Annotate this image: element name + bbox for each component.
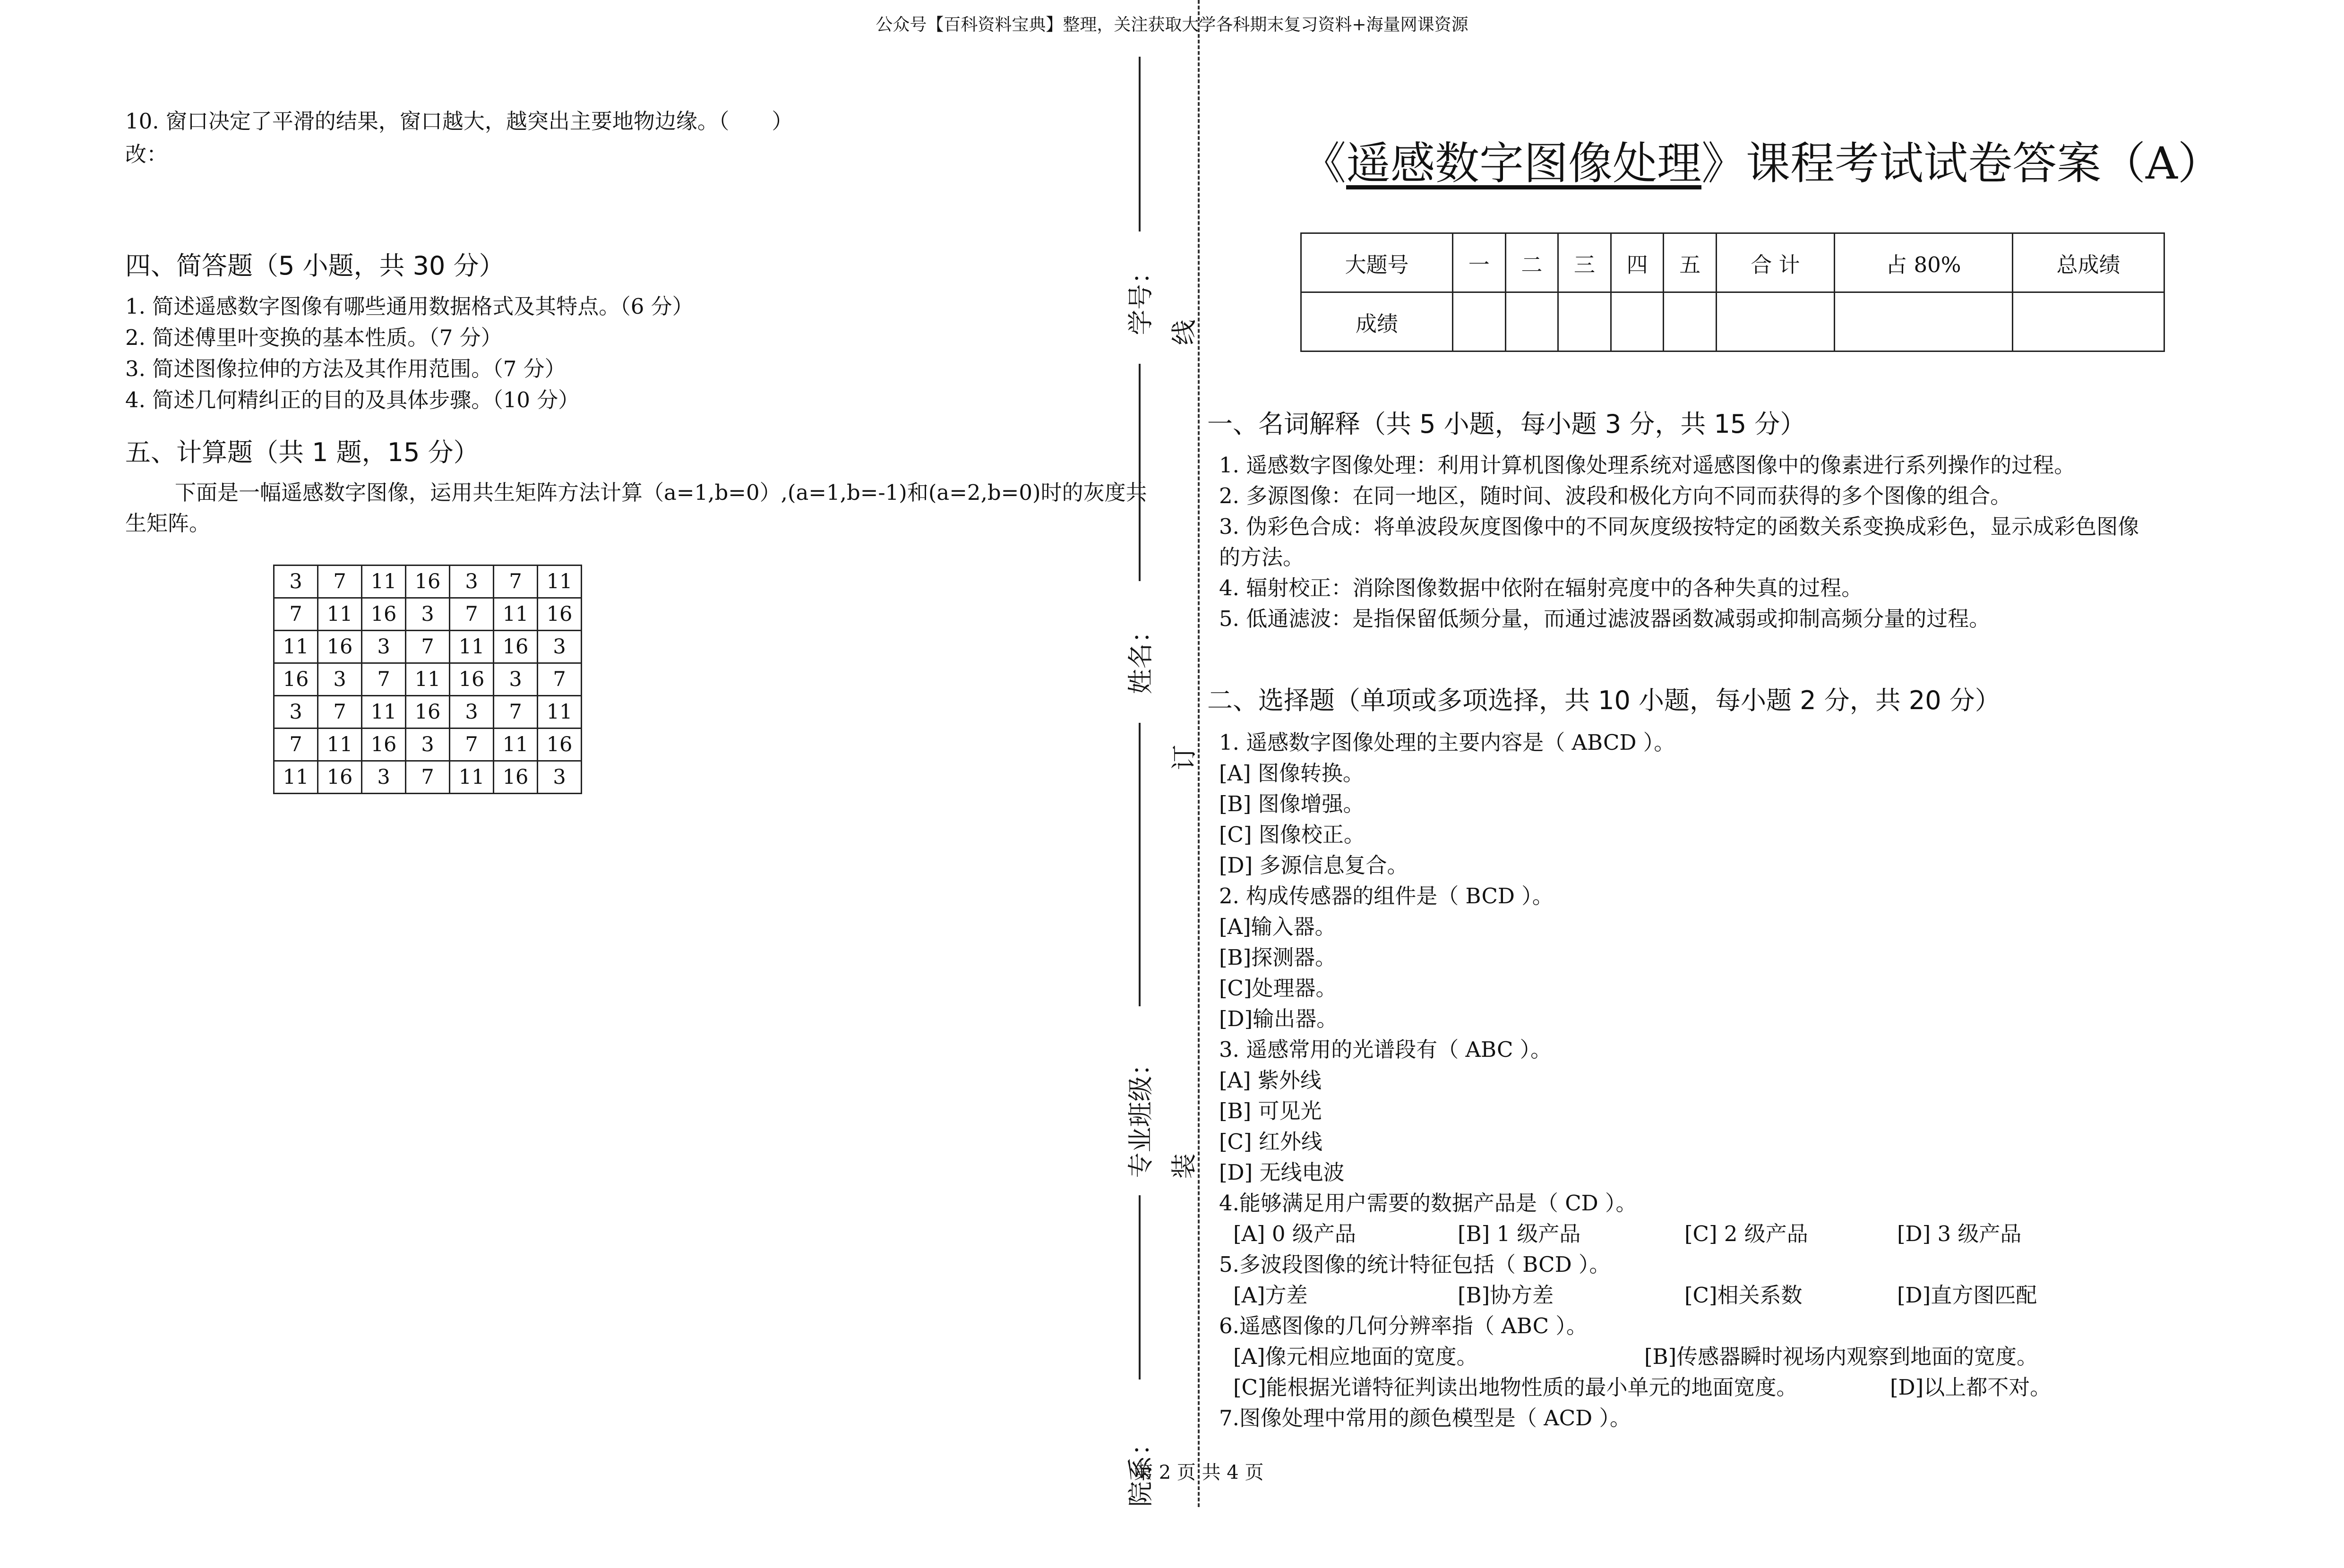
matrix-cell: 11: [538, 566, 582, 598]
section-4-heading: 四、简答题（5 小题，共 30 分）: [125, 251, 505, 281]
matrix-cell: 11: [450, 631, 494, 663]
q3-option-a: [A] 紫外线: [1219, 1068, 1322, 1093]
header-cell: 三: [1558, 233, 1611, 292]
header-note: 公众号【百科资料宝典】整理，关注获取大学各科期末复习资料+海量网课资源: [876, 15, 1468, 34]
matrix-row: [274, 598, 582, 631]
section-2-heading: 二、选择题（单项或多项选择，共 10 小题，每小题 2 分，共 20 分）: [1207, 685, 2001, 715]
q5-text: 5.多波段图像的统计特征包括（ BCD ）。: [1219, 1252, 1611, 1277]
title-open-bracket: 《: [1302, 138, 1347, 189]
matrix-cell: 16: [318, 631, 362, 663]
matrix-cell: 3: [538, 631, 582, 663]
matrix-cell: 3: [274, 566, 318, 598]
score-row-label: 成绩: [1301, 292, 1453, 351]
page-footer: 第 2 页 共 4 页: [1134, 1462, 1264, 1483]
matrix-cell: 7: [494, 566, 538, 598]
term-2: 2. 多源图像：在同一地区，随时间、波段和极化方向不同而获得的多个图像的组合。: [1219, 483, 2012, 508]
matrix-cell: 3: [362, 761, 406, 794]
q4-text: 4.能够满足用户需要的数据产品是（ CD ）。: [1219, 1191, 1637, 1216]
matrix-cell: 11: [494, 728, 538, 761]
gray-level-matrix: [273, 565, 582, 794]
score-table-header-row: [1301, 233, 2164, 292]
matrix-cell: 3: [450, 696, 494, 728]
matrix-cell: 7: [450, 598, 494, 631]
q4-option-a: [A] 0 级产品: [1233, 1221, 1356, 1246]
matrix-cell: 7: [274, 598, 318, 631]
page-title: [1302, 128, 2222, 191]
q1-option-a: [A] 图像转换。: [1219, 761, 1364, 786]
matrix-cell: 7: [274, 728, 318, 761]
q2-option-c: [C]处理器。: [1219, 976, 1337, 1001]
matrix-row: [274, 566, 582, 598]
matrix-cell: 3: [406, 598, 450, 631]
matrix-cell: 16: [362, 598, 406, 631]
matrix-cell: 16: [450, 663, 494, 696]
score-cell[interactable]: [2013, 292, 2164, 351]
matrix-cell: 11: [318, 598, 362, 631]
section-5-heading: 五、计算题（共 1 题，15 分）: [125, 437, 479, 467]
term-3-continued: 的方法。: [1219, 545, 1305, 570]
q7-text: 7.图像处理中常用的颜色模型是（ ACD ）。: [1219, 1405, 1631, 1431]
q5-option-d: [D]直方图匹配: [1897, 1283, 2037, 1308]
q2-option-a: [A]输入器。: [1219, 914, 1336, 939]
matrix-cell: 16: [538, 728, 582, 761]
score-cell[interactable]: [1452, 292, 1505, 351]
matrix-cell: 7: [406, 761, 450, 794]
term-3: 3. 伪彩色合成：将单波段灰度图像中的不同灰度级按特定的函数关系变换成彩色，显示成彩色图像: [1219, 514, 2139, 539]
q5-option-b: [B]协方差: [1458, 1283, 1554, 1308]
name-label: 姓名：: [1125, 617, 1156, 694]
term-5: 5. 低通滤波：是指保留低频分量，而通过滤波器函数减弱或抑制高频分量的过程。: [1219, 606, 1991, 631]
gutter-xian: 线: [1169, 319, 1199, 345]
q6-option-d: [D]以上都不对。: [1890, 1375, 2052, 1400]
header-cell: 一: [1452, 233, 1505, 292]
q3-text: 3. 遥感常用的光谱段有（ ABC ）。: [1219, 1037, 1552, 1062]
matrix-cell: 11: [274, 631, 318, 663]
course-name: 遥感数字图像处理: [1346, 138, 1702, 189]
q4-option-b: [B] 1 级产品: [1458, 1221, 1581, 1246]
binding-rule-2: [1139, 364, 1141, 581]
matrix-cell: 11: [362, 696, 406, 728]
q1-text: 1. 遥感数字图像处理的主要内容是（ ABCD ）。: [1219, 730, 1675, 755]
matrix-cell: 7: [318, 566, 362, 598]
q5-option-c: [C]相关系数: [1684, 1283, 1803, 1308]
matrix-cell: 7: [406, 631, 450, 663]
matrix-cell: 7: [318, 696, 362, 728]
matrix-cell: 7: [494, 696, 538, 728]
q2-text: 2. 构成传感器的组件是（ BCD ）。: [1219, 883, 1554, 908]
sec4-item-2: 2. 简述傅里叶变换的基本性质。（7 分）: [125, 325, 502, 350]
matrix-cell: 7: [538, 663, 582, 696]
header-cell: 占 80%: [1834, 233, 2012, 292]
sec4-item-4: 4. 简述几何精纠正的目的及具体步骤。（10 分）: [125, 387, 580, 412]
sec4-item-3: 3. 简述图像拉伸的方法及其作用范围。（7 分）: [125, 356, 566, 381]
q1-option-d: [D] 多源信息复合。: [1219, 853, 1408, 878]
matrix-row: [274, 728, 582, 761]
sec4-item-1: 1. 简述遥感数字图像有哪些通用数据格式及其特点。（6 分）: [125, 294, 694, 319]
score-cell[interactable]: [1558, 292, 1611, 351]
gutter-zhuang: 装: [1169, 1153, 1199, 1179]
section-1-heading: 一、名词解释（共 5 小题，每小题 3 分，共 15 分）: [1207, 409, 1806, 439]
gutter-ding: 订: [1169, 745, 1199, 771]
q4-option-d: [D] 3 级产品: [1897, 1221, 2022, 1246]
matrix-cell: 11: [450, 761, 494, 794]
matrix-cell: 16: [538, 598, 582, 631]
q3-option-d: [D] 无线电波: [1219, 1160, 1345, 1185]
title-suffix: 》课程考试试卷答案（A）: [1701, 138, 2222, 189]
binding-rule-4: [1139, 1195, 1141, 1379]
q1-option-c: [C] 图像校正。: [1219, 822, 1365, 847]
matrix-cell: 11: [494, 598, 538, 631]
q5-option-a: [A]方差: [1233, 1283, 1308, 1308]
matrix-row: [274, 696, 582, 728]
matrix-cell: 11: [318, 728, 362, 761]
department-label: 院系：: [1125, 1430, 1156, 1507]
q2-option-d: [D]输出器。: [1219, 1006, 1338, 1031]
term-1: 1. 遥感数字图像处理：利用计算机图像处理系统对遥感图像中的像素进行系列操作的过程。: [1219, 453, 2076, 478]
q6-option-a: [A]像元相应地面的宽度。: [1233, 1344, 1478, 1369]
q3-option-c: [C] 红外线: [1219, 1129, 1322, 1154]
q10-text: 10. 窗口决定了平滑的结果，窗口越大，越突出主要地物边缘。（ ）: [125, 109, 793, 134]
matrix-cell: 3: [406, 728, 450, 761]
matrix-cell: 3: [538, 761, 582, 794]
student-id-label: 学号：: [1125, 258, 1156, 335]
matrix-cell: 16: [494, 631, 538, 663]
q2-option-b: [B]探测器。: [1219, 945, 1337, 970]
header-cell: 合 计: [1717, 233, 1835, 292]
matrix-cell: 11: [406, 663, 450, 696]
score-cell[interactable]: [1717, 292, 1835, 351]
score-table: [1300, 232, 2165, 352]
header-cell: 四: [1611, 233, 1664, 292]
matrix-cell: 11: [362, 566, 406, 598]
q10-fix-line: 改：: [125, 142, 168, 167]
matrix-cell: 16: [406, 566, 450, 598]
score-table-score-row: [1301, 292, 2164, 351]
matrix-cell: 11: [538, 696, 582, 728]
header-cell: 五: [1664, 233, 1717, 292]
header-cell: 大题号: [1301, 233, 1453, 292]
q3-option-b: [B] 可见光: [1219, 1098, 1322, 1123]
matrix-cell: 16: [318, 761, 362, 794]
matrix-cell: 3: [362, 631, 406, 663]
score-cell[interactable]: [1834, 292, 2012, 351]
matrix-row: [274, 663, 582, 696]
header-cell: 二: [1505, 233, 1558, 292]
q1-option-b: [B] 图像增强。: [1219, 791, 1365, 816]
matrix-cell: 16: [362, 728, 406, 761]
header-cell: 总成绩: [2013, 233, 2164, 292]
matrix-cell: 3: [494, 663, 538, 696]
matrix-cell: 7: [450, 728, 494, 761]
matrix-row: [274, 631, 582, 663]
sec5-paragraph: 下面是一幅遥感数字图像，运用共生矩阵方法计算（a=1,b=0）,(a=1,b=-1)和(a=2,b=0)时的灰度共生矩阵。: [125, 480, 1147, 536]
matrix-cell: 3: [450, 566, 494, 598]
matrix-cell: 16: [274, 663, 318, 696]
score-cell[interactable]: [1664, 292, 1717, 351]
binding-rule-3: [1139, 723, 1141, 1006]
matrix-row: [274, 761, 582, 794]
binding-rule-1: [1139, 57, 1141, 231]
term-4: 4. 辐射校正：消除图像数据中依附在辐射亮度中的各种失真的过程。: [1219, 575, 1863, 600]
q6-text: 6.遥感图像的几何分辨率指（ ABC ）。: [1219, 1313, 1588, 1338]
score-cell[interactable]: [1505, 292, 1558, 351]
matrix-cell: 3: [318, 663, 362, 696]
matrix-cell: 16: [406, 696, 450, 728]
matrix-cell: 11: [274, 761, 318, 794]
q6-option-b: [B]传感器瞬时视场内观察到地面的宽度。: [1644, 1344, 2038, 1369]
score-cell[interactable]: [1611, 292, 1664, 351]
q4-option-c: [C] 2 级产品: [1684, 1221, 1808, 1246]
matrix-cell: 3: [274, 696, 318, 728]
matrix-cell: 16: [494, 761, 538, 794]
major-class-label: 专业班级：: [1125, 1050, 1156, 1178]
matrix-cell: 7: [362, 663, 406, 696]
q6-option-c: [C]能根据光谱特征判读出地物性质的最小单元的地面宽度。: [1233, 1375, 1798, 1400]
